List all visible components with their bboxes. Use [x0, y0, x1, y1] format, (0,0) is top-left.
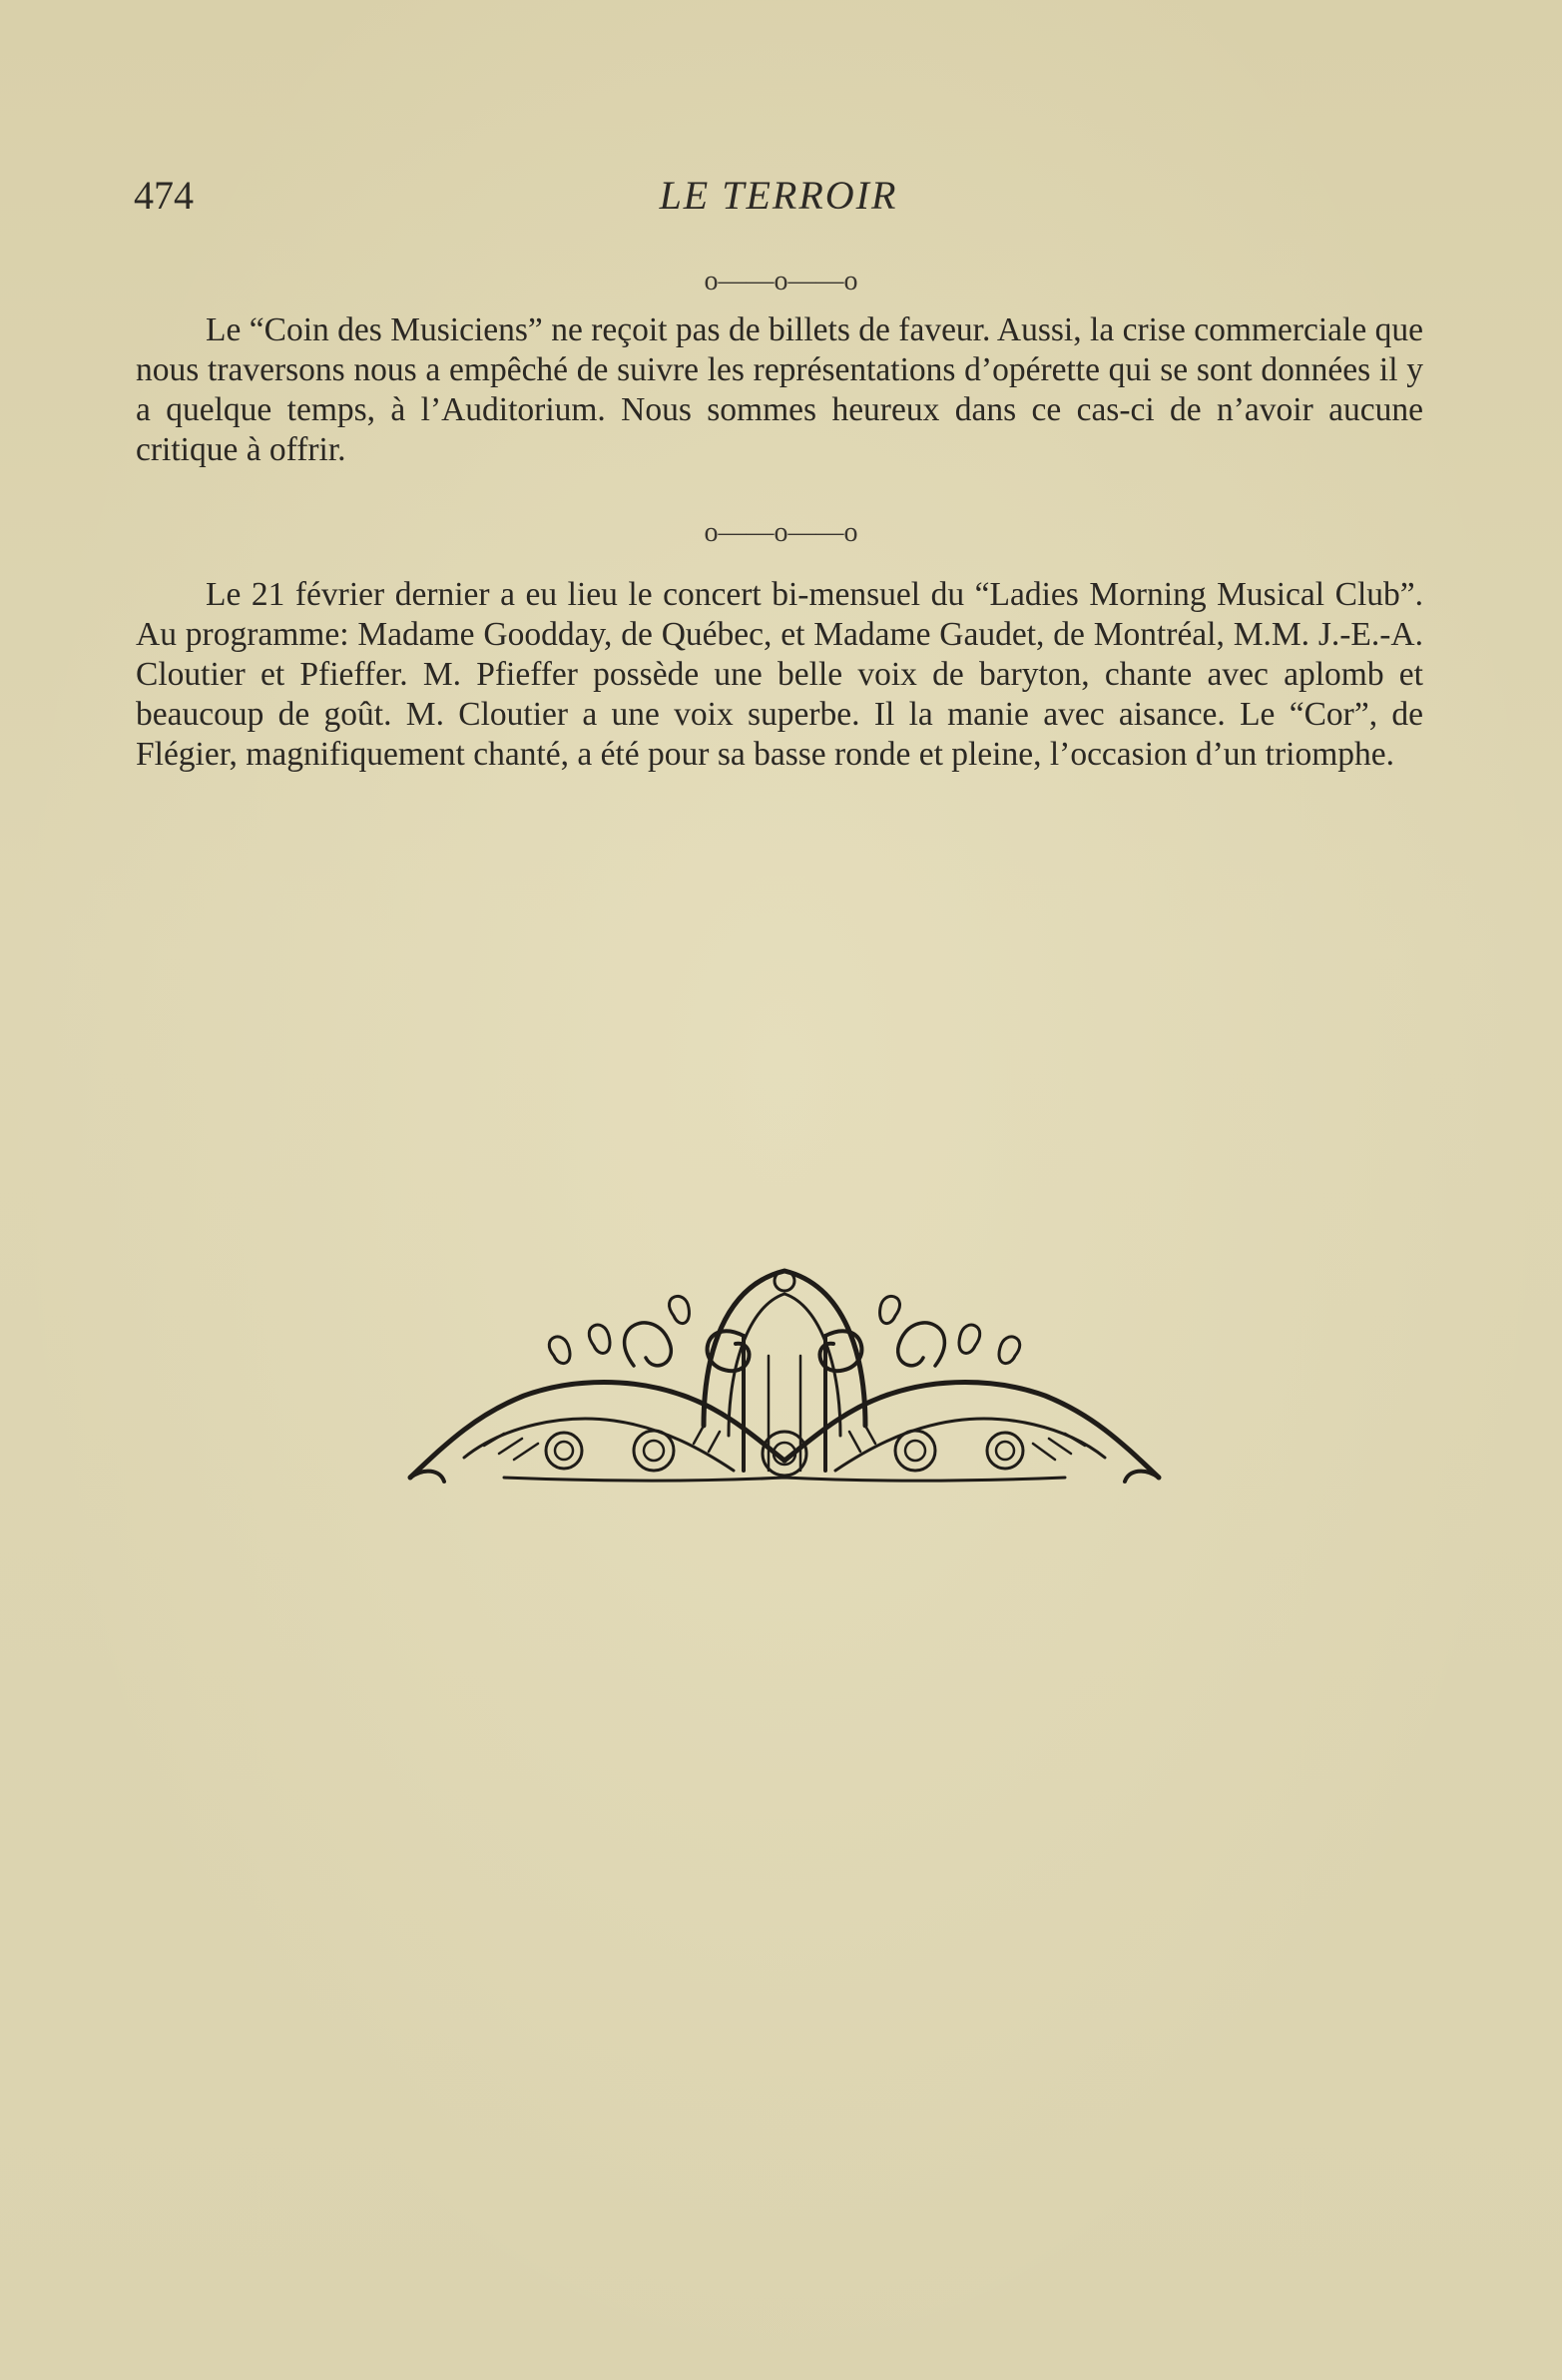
journal-title: LE TERROIR — [659, 173, 898, 218]
paragraph-ladies-morning-musical-club: Le 21 février dernier a eu lieu le concert bi-mensuel du “Ladies Morning Musical Club”. Au programme: Madame Goodday, de Québec, et Madame Gaudet, de Montréal, M.M. J.-E.-A. Cloutier et Pfieffer. M. Pfieffer possède une belle voix de baryton, chante avec aplomb et beaucoup de goût. M. Cloutier a une voix superbe. Il la manie avec aisance. Le “Cor”, de Flégier, magnifiquement chanté, a été pour sa basse ronde et pleine, l’occasion d’un triomphe. — [136, 576, 1423, 773]
running-head — [134, 172, 1423, 232]
floral-tailpiece-ornament-icon — [404, 1246, 1165, 1486]
section-separator-2: o——o——o — [704, 517, 858, 548]
section-separator-1: o——o——o — [704, 266, 858, 297]
paragraph-coin-des-musiciens: Le “Coin des Musiciens” ne reçoit pas de billets de faveur. Aussi, la crise commerciale que nous traversons nous a empêché de suivre les représentations d’opérette qui se sont données il y a quelque temps, à l’Auditorium. Nous sommes heureux dans ce cas-ci de n’avoir aucune critique à offrir. — [136, 311, 1423, 468]
page-number: 474 — [134, 173, 194, 218]
